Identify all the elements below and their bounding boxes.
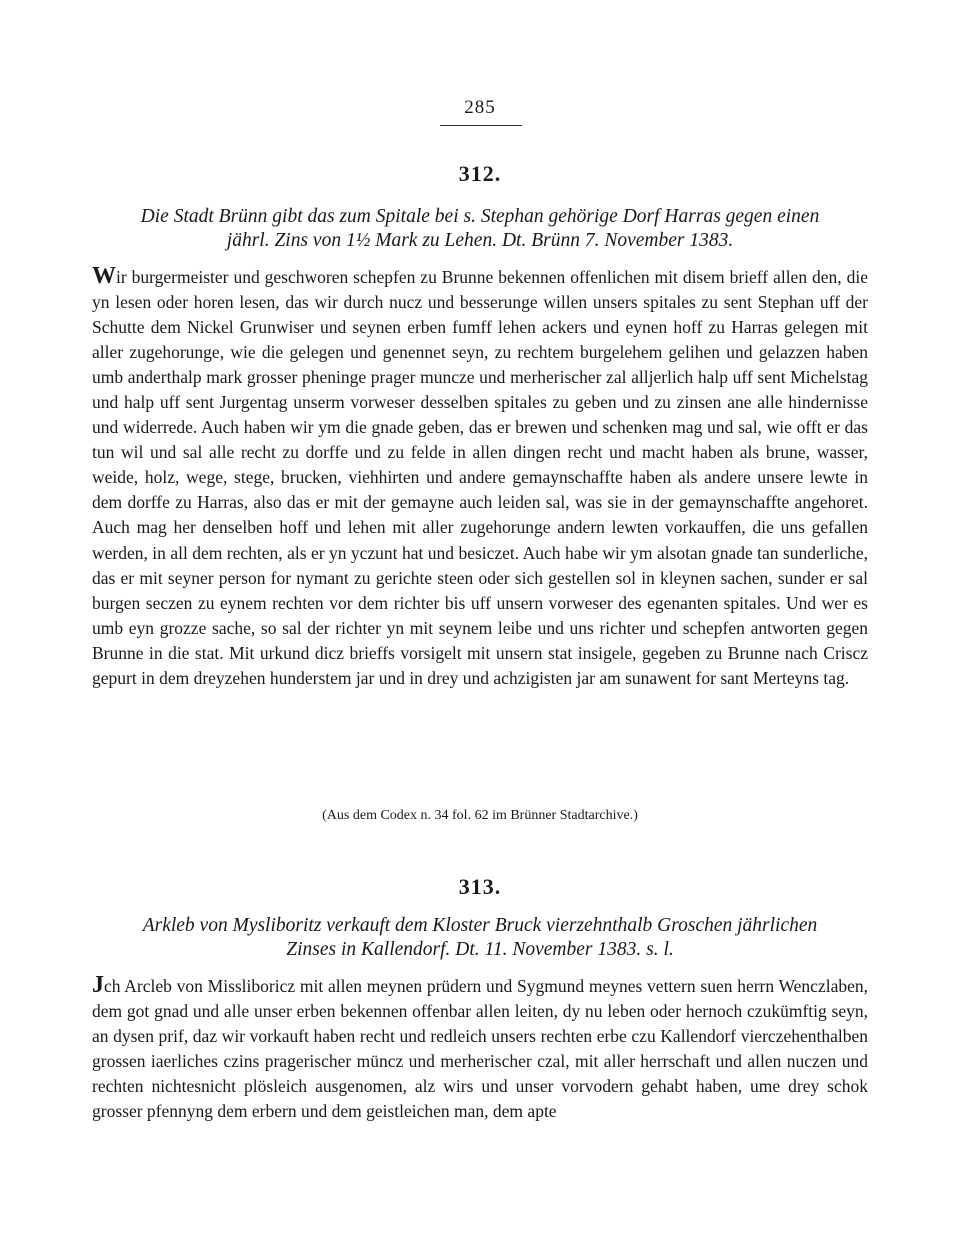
drop-initial: J: [92, 972, 104, 998]
page-number: 285: [464, 97, 496, 118]
document-heading: [92, 914, 868, 962]
document-body: [92, 265, 868, 691]
page-number-rule: [440, 125, 522, 126]
drop-initial: W: [92, 263, 116, 289]
document-number: 312.: [458, 161, 502, 186]
source-note: (Aus dem Codex n. 34 fol. 62 im Brünner Stadtarchive.): [322, 808, 638, 823]
heading-line: Die Stadt Brünn gibt das zum Spitale bei s. Stephan gehörige Dorf Harras gegen einen: [140, 206, 820, 227]
heading-line: Zinses in Kallendorf. Dt. 11. November 1383. s. l.: [286, 939, 674, 960]
heading-line: Arkleb von Mysliboritz verkauft dem Kloster Bruck vierzehnthalb Groschen jährlichen: [142, 915, 818, 936]
body-text: ir burgermeister und geschworen schepfen zu Brunne bekennen offenlichen mit disem brieff allen den, die yn lesen oder horen lesen, das wir durch nucz und besserunge willen unsers spitales zu sent Stephan uff der Schutte dem Nickel Grunwiser und seynen erben fumff lehen ackers und eynen hoff zu Harras gelegen mit aller zugehorunge, wie die gelegen und genennet seyn, zu rechtem burgelehem gelihen und gelazzen haben umb anderthalp mark grosser pheninge prager muncze und merherischer zal alljerlich halp uff sent Michelstag und halp uff sent Jurgentag unserm vorweser desselben spitales zu geben und zu zinsen ane alle hindernisse und widerrede. Auch haben wir ym die gnade geben, das er brewen und schenken mag und sal, wie offt er das tun wil und sal alle recht zu dorffe und zu felde in allen dingen recht und macht haben als brune, wasser, weide, holz, wege, stege, brucken, viehhirten und andere gemaynschaffte haben als andere unsere lewte in dem dorffe zu Harras, also das er mit der gemayne auch leiden sal, was sie in der gemaynschaffte angehoret. Auch mag her denselben hoff und lehen mit aller zugehorunge andern lewten vorkauffen, die uns gefallen werden, in all dem rechten, als er yn yczunt hat und besiczet. Auch habe wir ym alsotan gnade tan sunderliche, das er mit seyner person for nymant zu gerichte steen oder sich gestellen sol in kleynen sachen, sunder er sal burgen seczen zu eynem rechten vor dem richter bis uff unsern vorweser des egenanten spitales. Und wer es umb eyn grozze sache, so sal der richter yn mit seynem leibe und uns richter und schepfen antworten gegen Brunne in die stat. Mit urkund dicz brieffs vorsigelt mit unsern stat insigele, gegeben zu Brunne nach Criscz gepurt in dem dreyzehen hunderstem jar und in drey und achzigisten jar am sunawent for sant Merteyns tag.: [92, 267, 868, 688]
document-heading: [92, 205, 868, 253]
document-number: 313.: [458, 874, 502, 899]
heading-line: jährl. Zins von 1½ Mark zu Lehen. Dt. Brünn 7. November 1383.: [226, 230, 734, 251]
document-body: [92, 974, 868, 1124]
body-text: ch Arcleb von Missliboricz mit allen meynen prüdern und Sygmund meynes vettern suen herrn Wenczlaben, dem got gnad und alle unser erben bekennen offenbar allen leiten, dy nu leben oder hernoch czukümftig seyn, an dysen prif, daz wir vorkauft haben recht und redleich unsers rechten erbe czu Kallendorf vierczehenthalben grossen iaerliches czins pragerischer müncz und merherischer czal, mit aller herrschaft und allen nuczen und rechten nichtesnicht plösleich ausgenomen, alz wirs und unser vorvodern gehabt haben, ume drey schok grosser pfennyng dem erbern und dem geistleichen man, dem apte: [92, 976, 868, 1122]
